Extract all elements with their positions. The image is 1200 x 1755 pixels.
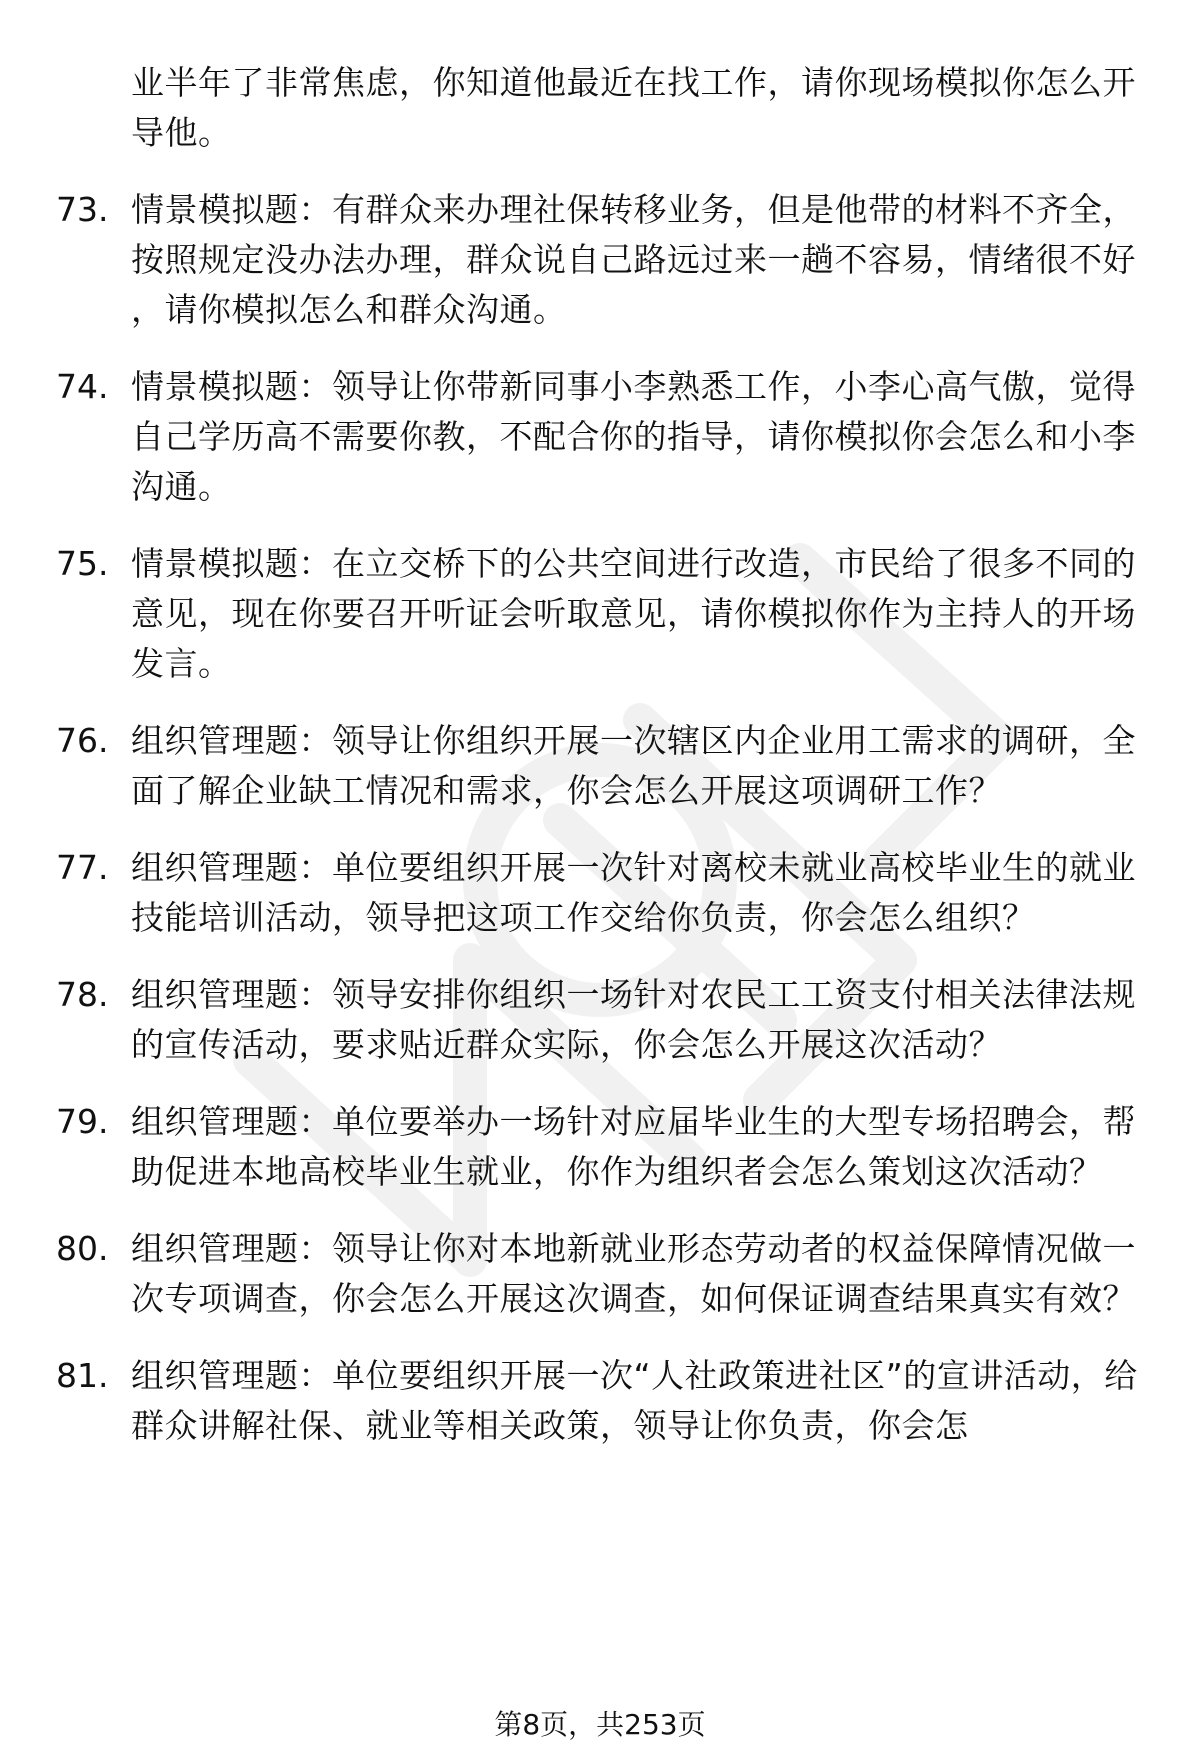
list-item xyxy=(0,1097,1200,1197)
question-text: 情景模拟题：有群众来办理社保转移业务，但是他带的材料不齐全，按照规定没办法办理，群众说自己路远过来一趟不容易，情绪很不好，请你模拟怎么和群众沟通。 xyxy=(131,190,1136,329)
list-item xyxy=(0,58,1200,158)
question-text: 情景模拟题：在立交桥下的公共空间进行改造，市民给了很多不同的意见，现在你要召开听证会听取意见，请你模拟你作为主持人的开场发言。 xyxy=(131,544,1136,683)
continuation-text: 业半年了非常焦虑，你知道他最近在找工作，请你现场模拟你怎么开导他。 xyxy=(131,63,1136,152)
question-number: 76. xyxy=(56,721,109,760)
question-text: 组织管理题：单位要组织开展一次针对离校未就业高校毕业生的就业技能培训活动，领导把这项工作交给你负责，你会怎么组织？ xyxy=(131,848,1136,937)
list-item xyxy=(0,970,1200,1070)
question-number: 73. xyxy=(56,190,109,229)
question-number: 79. xyxy=(56,1102,109,1141)
list-item xyxy=(0,539,1200,689)
list-item xyxy=(0,1224,1200,1324)
question-number: 81. xyxy=(56,1356,109,1395)
question-number: 78. xyxy=(56,975,109,1014)
question-text: 组织管理题：领导让你组织开展一次辖区内企业用工需求的调研，全面了解企业缺工情况和需求，你会怎么开展这项调研工作？ xyxy=(131,721,1136,810)
question-number: 75. xyxy=(56,544,109,583)
question-number: 74. xyxy=(56,367,109,406)
list-item xyxy=(0,1351,1200,1451)
list-item xyxy=(0,362,1200,512)
page-number-footer: 第8页，共253页 xyxy=(494,1708,706,1741)
list-item xyxy=(0,843,1200,943)
question-text: 组织管理题：单位要组织开展一次“人社政策进社区”的宣讲活动，给群众讲解社保、就业等相关政策，领导让你负责，你会怎 xyxy=(131,1356,1138,1445)
question-number: 80. xyxy=(56,1229,109,1268)
question-text: 组织管理题：领导让你对本地新就业形态劳动者的权益保障情况做一次专项调查，你会怎么开展这次调查，如何保证调查结果真实有效？ xyxy=(131,1229,1136,1318)
list-item xyxy=(0,716,1200,816)
question-text: 情景模拟题：领导让你带新同事小李熟悉工作，小李心高气傲，觉得自己学历高不需要你教，不配合你的指导，请你模拟你会怎么和小李沟通。 xyxy=(131,367,1136,506)
list-item xyxy=(0,185,1200,335)
question-text: 组织管理题：领导安排你组织一场针对农民工工资支付相关法律法规的宣传活动，要求贴近群众实际，你会怎么开展这次活动？ xyxy=(131,975,1136,1064)
question-text: 组织管理题：单位要举办一场针对应届毕业生的大型专场招聘会，帮助促进本地高校毕业生就业，你作为组织者会怎么策划这次活动？ xyxy=(131,1102,1136,1191)
question-list xyxy=(0,58,1200,1478)
question-number: 77. xyxy=(56,848,109,887)
